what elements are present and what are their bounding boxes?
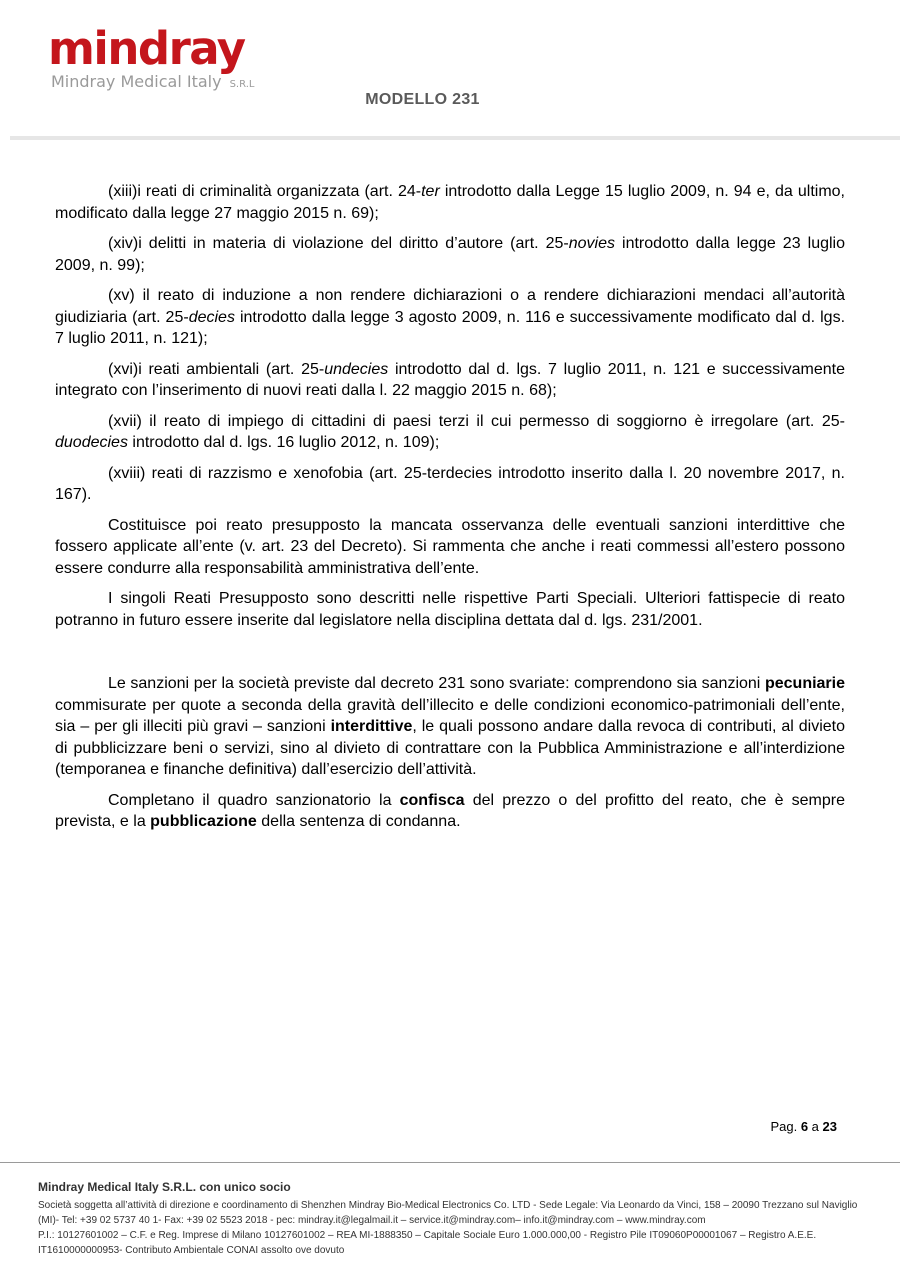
document-title: MODELLO 231 — [365, 91, 480, 108]
footer-line-2: P.I.: 10127601002 – C.F. e Reg. Imprese di Milano 10127601002 – REA MI-1888350 – Capitale Sociale Euro 1.000.000,00 - Registro Pile IT09060P00001067 – Registro A.E.E. IT1610000000953- Contributo Ambientale CONAI assolto ove dovuto — [38, 1230, 817, 1256]
paragraph-xiv: (xiv)i delitti in materia di violazione del diritto d’autore (art. 25-novies introdotto dalla legge 23 luglio 2009, n. 99); — [55, 235, 845, 274]
header-divider — [10, 136, 900, 140]
page-number: Pag. 6 a 23 — [770, 1119, 837, 1134]
logo-subtitle — [51, 72, 278, 91]
paragraph-interdittive: Costituisce poi reato presupposto la mancata osservanza delle eventuali sanzioni interdittive che fossero applicate all’ente (v. art. 23 del Decreto). Si rammenta che anche i reati commessi all’estero possono essere condurre alla responsabilità amministrativa dell’ente. — [55, 516, 845, 577]
company-logo — [48, 22, 278, 96]
paragraph-xvii: (xvii) il reato di impiego di cittadini di paesi terzi il cui permesso di soggiorno è irregolare (art. 25-duodecies introdotto dal d. lgs. 16 luglio 2012, n. 109); — [55, 412, 845, 451]
footer — [38, 1180, 858, 1258]
logo-wordmark: mindray — [48, 22, 245, 75]
document-body — [55, 181, 845, 842]
logo-subtitle-name: Mindray Medical Italy — [51, 72, 222, 91]
paragraph-xviii: (xviii) reati di razzismo e xenofobia (art. 25-terdecies introdotto inserito dalla l. 20 novembre 2017, n. 167). — [55, 464, 845, 503]
paragraph-reati-presupposto: I singoli Reati Presupposto sono descritti nelle rispettive Parti Speciali. Ulteriori fattispecie di reato potranno in futuro essere inserite dal legislatore nella disciplina dettata dal d. lgs. 231/2001. — [55, 590, 845, 629]
paragraph-xvi: (xvi)i reati ambientali (art. 25-undecies introdotto dal d. lgs. 7 luglio 2011, n. 121 e successivamente integrato con l’inserimento di nuovi reati dalla l. 22 maggio 2015 n. 68); — [55, 360, 846, 399]
paragraph-xv: (xv) il reato di induzione a non rendere dichiarazioni o a rendere dichiarazioni mendaci all’autorità giudiziaria (art. 25-decies introdotto dalla legge 3 agosto 2009, n. 116 e successivamente modificato dal d. lgs. 7 luglio 2011, n. 121); — [55, 287, 846, 347]
logo-subtitle-srl: S.R.L — [229, 79, 255, 90]
paragraph-sanzioni: Le sanzioni per la società previste dal decreto 231 sono svariate: comprendono sia sanzioni pecuniarie commisurate per quote a seconda della gravità dell’illecito e delle condizioni economico-patrimoniali dell’ente, sia – per gli illeciti più gravi – sanzioni interdittive, le quali possono andare dalla revoca di contributi, al divieto di pubblicizzare beni o servizi, sino al divieto di contrattare con la Pubblica Amministrazione e all’interdizione (temporanea e finanche definitiva) dall’esercizio dell’attività. — [55, 675, 845, 778]
footer-line-1: Società soggetta all’attività di direzione e coordinamento di Shenzhen Mindray Bio-Medical Electronics Co. LTD - Sede Legale: Via Leonardo da Vinci, 158 – 20090 Trezzano sul Naviglio (MI)- Tel: +39 02 5737 40 1- Fax: +39 02 5523 2018 - pec: mindray.it@legalmail.it – service.it@mindray.com– info.it@mindray.com – www.mindray.com — [38, 1200, 858, 1226]
footer-company: Mindray Medical Italy S.R.L. con unico socio — [38, 1180, 291, 1194]
paragraph-confisca: Completano il quadro sanzionatorio la confisca del prezzo o del profitto del reato, che è sempre prevista, e la pubblicazione della sentenza di condanna. — [55, 791, 845, 830]
footer-divider — [0, 1162, 900, 1163]
paragraph-xiii: (xiii)i reati di criminalità organizzata (art. 24-ter introdotto dalla Legge 15 luglio 2009, n. 94 e, da ultimo, modificato dalla legge 27 maggio 2015 n. 69); — [55, 183, 845, 222]
